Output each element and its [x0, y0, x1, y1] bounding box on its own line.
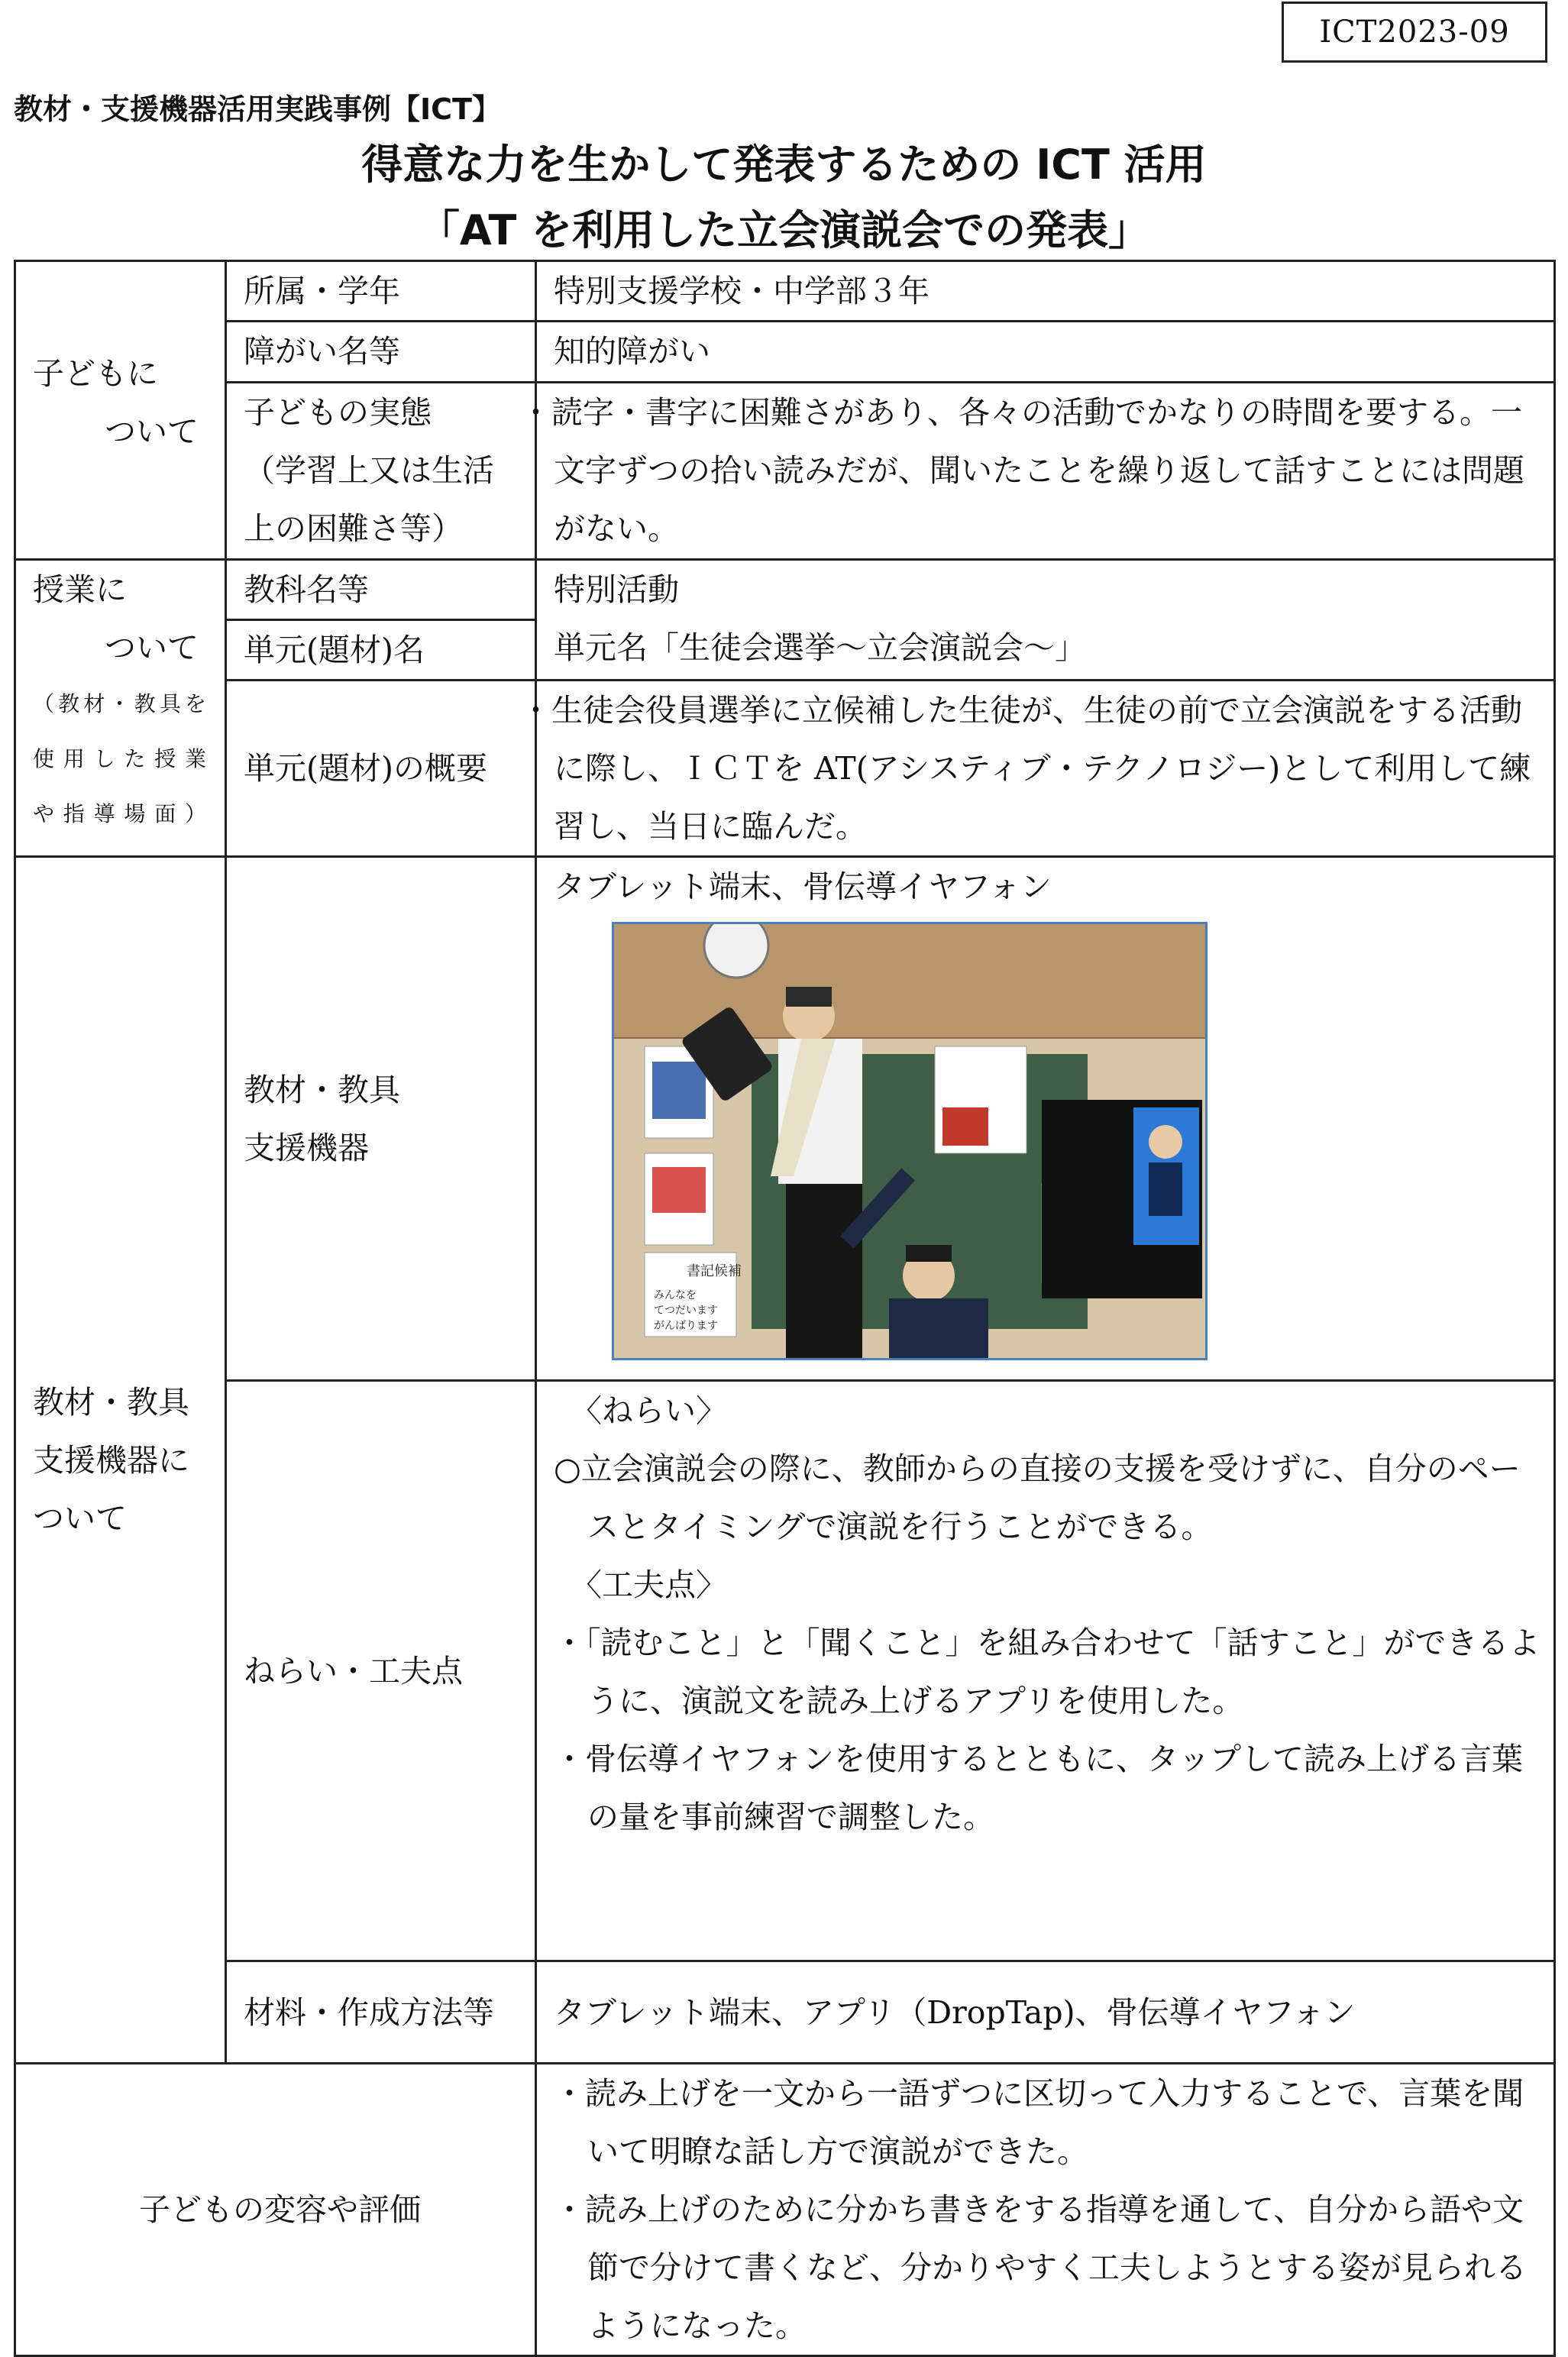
section-child-heading	[15, 261, 226, 560]
lesson-note-line2: 使用した授業	[33, 746, 206, 771]
child-heading-line1: 子どもに	[33, 355, 158, 392]
idea-item-2: ・骨伝導イヤフォンを使用するとともに、タップして読み上げる言葉の量を事前練習で調整した。	[554, 1741, 1523, 1835]
situation-label-line1: 子どもの実態	[244, 394, 432, 431]
evaluation-point-2: ・読み上げのために分かち書きをする指導を通して、自分から語や文節で分けて書くなど、分かりやすく工夫しようとする姿が見られるようになった。	[554, 2191, 1527, 2344]
method-value: タブレット端末、アプリ（DropTap)、骨伝導イヤフォン	[536, 1961, 1555, 2064]
case-table	[14, 260, 1556, 2357]
photo-note-line2: てつだいます	[654, 1305, 718, 1317]
ideas-heading: 〈工夫点〉	[571, 1566, 727, 1603]
idea-item-1: ・「読むこと」と「聞くこと」を組み合わせて「話すこと」ができるように、演説文を読み上げるアプリを使用した。	[554, 1625, 1541, 1719]
subject-label: 教科名等	[226, 560, 536, 620]
evaluation-heading: 子どもの変容や評価	[15, 2064, 536, 2356]
subject-value: 特別活動	[554, 571, 679, 608]
situation-label-line3: 上の困難さ等）	[244, 510, 463, 547]
materials-heading-line3: ついて	[33, 1499, 127, 1537]
photo-note-line1: みんなを	[654, 1289, 697, 1301]
tools-label-line2: 支援機器	[244, 1129, 369, 1166]
method-label: 材料・作成方法等	[226, 1961, 536, 2064]
affiliation-value: 特別支援学校・中学部３年	[536, 261, 1555, 322]
disability-value: 知的障がい	[536, 322, 1555, 383]
situation-value: ・読字・書字に困難さがあり、各々の活動でかなりの時間を要する。一文字ずつの拾い読みだが、聞いたことを繰り返して話すことには問題がない。	[536, 383, 1555, 560]
row-subject	[15, 560, 1555, 620]
evaluation-cell	[536, 2064, 1555, 2356]
aims-cell	[536, 1381, 1555, 1961]
row-evaluation	[15, 2064, 1555, 2356]
tools-value: タブレット端末、骨伝導イヤフォン	[554, 868, 1052, 905]
row-affiliation	[15, 261, 1555, 322]
category-label: 教材・支援機器活用実践事例【ICT】	[14, 92, 501, 126]
classroom-photo-illustration	[614, 924, 1205, 1358]
child-heading-line2: ついて	[105, 413, 199, 450]
lesson-heading-line2: ついて	[105, 629, 199, 666]
materials-heading-line1: 教材・教具	[33, 1383, 189, 1421]
lesson-heading-line1: 授業に	[33, 571, 127, 608]
lesson-note-line3: や指導場面）	[33, 801, 206, 826]
unit-label: 単元(題材)名	[226, 620, 536, 681]
row-overview	[15, 681, 1555, 857]
aims-label: ねらい・工夫点	[226, 1381, 536, 1961]
aims-heading: 〈ねらい〉	[571, 1392, 727, 1429]
situation-label-line2: （学習上又は生活	[244, 452, 494, 489]
aims-value: ○立会演説会の際に、教師からの直接の支援を受けずに、自分のペースとタイミングで演説を行うことができる。	[554, 1450, 1521, 1545]
overview-label: 単元(題材)の概要	[226, 681, 536, 857]
overview-value: ・生徒会役員選挙に立候補した生徒が、生徒の前で立会演説をする活動に際し、ＩＣＴを AT(アシスティブ・テクノロジー)として利用して練習し、当日に臨んだ。	[536, 681, 1555, 857]
row-disability	[15, 322, 1555, 383]
lesson-note-line1: （教材・教具を	[33, 691, 206, 716]
section-materials-heading	[15, 857, 226, 2064]
section-lesson-heading	[15, 560, 226, 857]
page-title: 得意な力を生かして発表するための ICT 活用	[361, 141, 1207, 189]
affiliation-label: 所属・学年	[226, 261, 536, 322]
tools-label	[226, 857, 536, 1381]
disability-label: 障がい名等	[226, 322, 536, 383]
row-method	[15, 1961, 1555, 2064]
row-situation	[15, 383, 1555, 560]
subject-unit-value	[536, 560, 1555, 681]
unit-value: 単元名「生徒会選挙〜立会演説会〜」	[554, 629, 1086, 666]
evaluation-point-1: ・読み上げを一文から一語ずつに区切って入力することで、言葉を聞いて明瞭な話し方で演説ができた。	[554, 2075, 1524, 2170]
materials-heading-line2: 支援機器に	[33, 1441, 189, 1479]
photo-board-label: 書記候補	[687, 1263, 742, 1279]
document-id: ICT2023-09	[1282, 2, 1547, 63]
photo-note-line3: がんばります	[654, 1320, 718, 1332]
tools-label-line1: 教材・教具	[244, 1071, 400, 1108]
situation-label	[226, 383, 536, 560]
row-aims	[15, 1381, 1555, 1961]
row-tools	[15, 857, 1555, 1381]
page-subtitle: 「AT を利用した立会演説会での発表」	[418, 206, 1150, 254]
classroom-photo	[612, 922, 1208, 1360]
tools-cell	[536, 857, 1555, 1381]
